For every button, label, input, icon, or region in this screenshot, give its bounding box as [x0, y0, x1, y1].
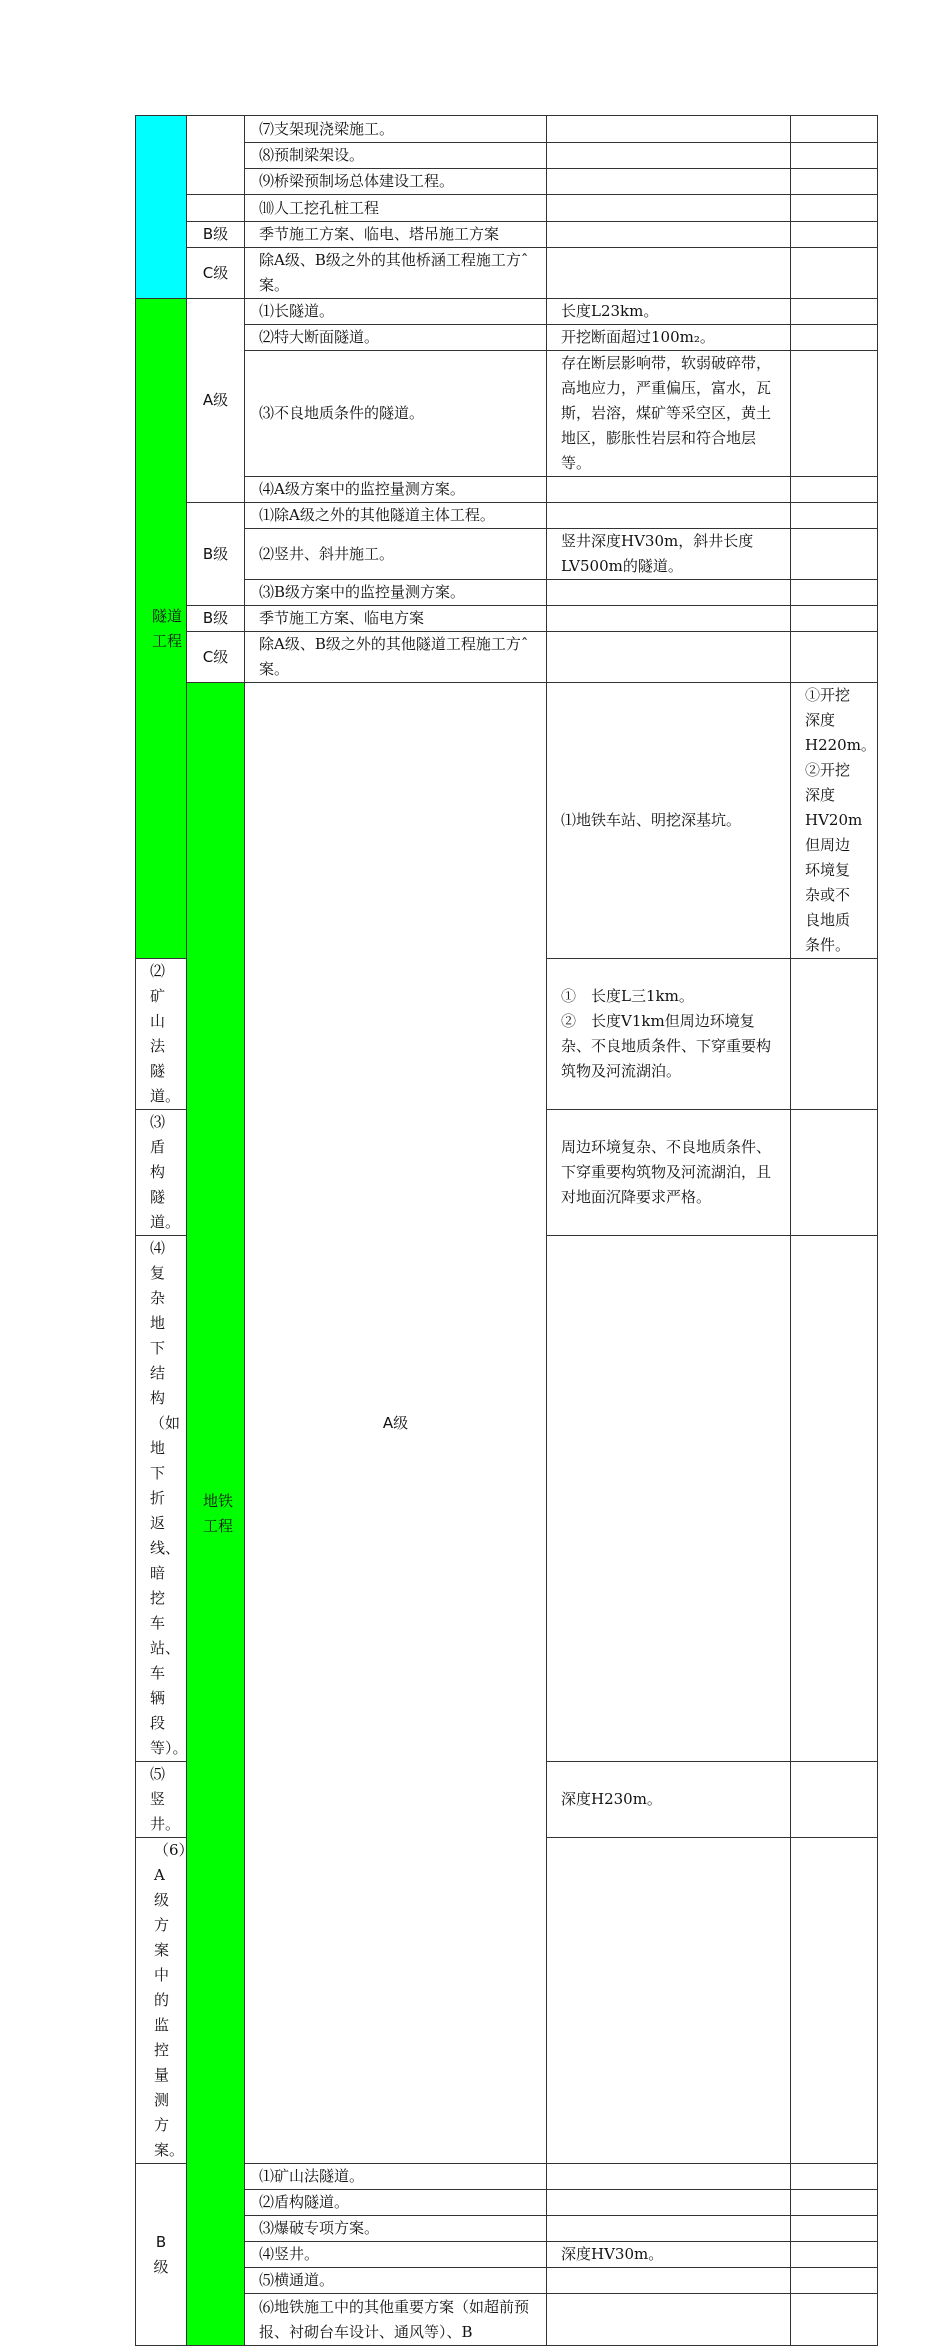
table-row: [136, 116, 878, 143]
remark-cell: [791, 195, 878, 222]
table-row: [136, 632, 878, 683]
plan-item: ⑴除A级之外的其他隧道主体工程。: [245, 503, 547, 529]
condition-cell: [547, 1110, 791, 1236]
condition-cell: [547, 2294, 791, 2346]
plan-item: 除A级、B级之外的其他隧道工程施工方ˆ案。: [245, 632, 547, 683]
plan-item: ⑵特大断面隧道。: [245, 325, 547, 351]
table-row: [136, 606, 878, 632]
level-cell: [187, 195, 245, 222]
remark-cell: [791, 580, 878, 606]
condition-line: ① 长度L三1km。: [561, 987, 694, 1005]
remark-cell: [791, 529, 878, 580]
level-cell: [187, 116, 245, 195]
plan-item: ⑺支架现浇梁施工。: [245, 116, 547, 143]
plan-item: ⑴长隧道。: [245, 299, 547, 325]
remark-cell: [791, 116, 878, 143]
plan-item: ⑸竖井。: [136, 1762, 187, 1838]
condition-cell: [547, 116, 791, 143]
table-row: [136, 299, 878, 325]
remark-cell: [791, 222, 878, 248]
condition-line: ①开挖深度H220m。: [805, 686, 876, 754]
plan-item: ⑽人工挖孔桩工程: [245, 195, 547, 222]
remark-cell: [791, 2190, 878, 2216]
condition-cell: [547, 580, 791, 606]
condition-cell: [547, 1762, 791, 1838]
metro-category-text: 地铁工程: [202, 1492, 233, 1535]
remark-cell: [791, 2216, 878, 2242]
condition-line: ② 长度V1km但周边环境复杂、不良地质条件、下穿重要构筑物及河流湖泊。: [561, 1012, 772, 1080]
plan-item: ⑵竖井、斜井施工。: [245, 529, 547, 580]
plan-item: 季节施工方案、临电方案: [245, 606, 547, 632]
plan-item: 季节施工方案、临电、塔吊施工方案: [245, 222, 547, 248]
plan-item: ⑶爆破专项方案。: [245, 2216, 547, 2242]
condition-cell: [547, 606, 791, 632]
plan-item: （6）A级方案中的监控量测方案。: [136, 1838, 187, 2164]
level-b-label: B级: [187, 222, 245, 248]
condition-cell: [547, 632, 791, 683]
table-row: [136, 2268, 878, 2294]
remark-cell: [791, 1110, 878, 1236]
condition-cell: [547, 143, 791, 169]
condition-cell: [547, 222, 791, 248]
plan-item: ⑼桥梁预制场总体建设工程。: [245, 169, 547, 195]
remark-cell: [791, 299, 878, 325]
condition-cell: [547, 2216, 791, 2242]
plan-item: ⑻预制梁架设。: [245, 143, 547, 169]
remark-cell: [791, 325, 878, 351]
table-row: [136, 529, 878, 580]
plan-item: ⑹地铁施工中的其他重要方案（如超前预报、衬砌台车设计、通风等）、B: [245, 2294, 547, 2346]
tunnel-category-text: 隧道工程: [151, 606, 182, 650]
plan-item: ⑷复杂地下结构（如地下折返线、暗挖车站、车辆段等）。: [136, 1236, 187, 1762]
remark-cell: [791, 632, 878, 683]
condition-cell: [547, 195, 791, 222]
table-row: [136, 2294, 878, 2346]
condition-line: 周边环境复杂、不良地质条件、下穿重要构筑物及河流湖泊，且对地面沉降要求严格。: [561, 1138, 772, 1206]
condition-cell: 开挖断面超过100m₂。: [547, 325, 791, 351]
table-row: [136, 2164, 878, 2190]
construction-plan-table: [135, 115, 878, 2346]
remark-cell: [791, 143, 878, 169]
condition-cell: 长度L23km。: [547, 299, 791, 325]
remark-cell: [791, 2164, 878, 2190]
level-a-label: A级: [245, 683, 547, 2164]
level-c-label: C级: [187, 632, 245, 683]
level-a-label: A级: [187, 299, 245, 503]
condition-line: ②开挖深度HV20m但周边环境复杂或不良地质条件。: [805, 761, 863, 954]
plan-item: ⑶不良地质条件的隧道。: [245, 351, 547, 477]
condition-cell: [547, 2164, 791, 2190]
level-b-label: B级: [136, 2164, 187, 2346]
plan-item: ⑴矿山法隧道。: [245, 2164, 547, 2190]
plan-item: ⑶B级方案中的监控量测方案。: [245, 580, 547, 606]
condition-cell: [547, 2268, 791, 2294]
remark-cell: [791, 606, 878, 632]
plan-item: ⑸横通道。: [245, 2268, 547, 2294]
table-row: [136, 683, 878, 959]
condition-cell: 竖井深度HV30m，斜井长度LV500m的隧道。: [547, 529, 791, 580]
table-row: [136, 580, 878, 606]
plan-item: ⑵矿山法隧道。: [136, 959, 187, 1110]
remark-cell: [791, 1762, 878, 1838]
plan-item: ⑷A级方案中的监控量测方案。: [245, 477, 547, 503]
plan-item: ⑴地铁车站、明挖深基坑。: [547, 683, 791, 959]
condition-cell: [547, 503, 791, 529]
remark-cell: [791, 2242, 878, 2268]
condition-cell: 存在断层影响带，软弱破碎带，高地应力，严重偏压，富水，瓦斯，岩溶，煤矿等采空区，黄土地区，膨胀性岩层和符合地层等。: [547, 351, 791, 477]
condition-cell: [547, 1236, 791, 1762]
table-row: [136, 143, 878, 169]
remark-cell: [791, 351, 878, 477]
level-c-label: C级: [187, 248, 245, 299]
remark-cell: [791, 2294, 878, 2346]
table-row: [136, 195, 878, 222]
bridge-category-cell: [136, 116, 187, 299]
table-row: [136, 351, 878, 477]
condition-cell: [547, 2190, 791, 2216]
condition-cell: [791, 683, 878, 959]
table-row: [136, 2242, 878, 2268]
condition-cell: 深度HV30m。: [547, 2242, 791, 2268]
remark-cell: [791, 503, 878, 529]
condition-cell: [547, 959, 791, 1110]
table-row: [136, 169, 878, 195]
condition-cell: [547, 477, 791, 503]
remark-cell: [791, 169, 878, 195]
table-row: [136, 477, 878, 503]
remark-cell: [791, 248, 878, 299]
remark-cell: [791, 959, 878, 1110]
table-row: [136, 503, 878, 529]
condition-cell: [547, 169, 791, 195]
table-row: [136, 2190, 878, 2216]
metro-category-label: [187, 683, 245, 2346]
level-b2-label: B级: [187, 606, 245, 632]
plan-item: 除A级、B级之外的其他桥涵工程施工方ˆ案。: [245, 248, 547, 299]
table-row: [136, 325, 878, 351]
remark-cell: [791, 2268, 878, 2294]
condition-cell: [547, 1838, 791, 2164]
tunnel-category-label: [136, 299, 187, 959]
level-b-label: B级: [187, 503, 245, 606]
plan-item: ⑵盾构隧道。: [245, 2190, 547, 2216]
condition-line: 深度H230m。: [561, 1790, 662, 1808]
remark-cell: [791, 1838, 878, 2164]
table-row: [136, 248, 878, 299]
plan-item: ⑶盾构隧道。: [136, 1110, 187, 1236]
condition-cell: [547, 248, 791, 299]
remark-cell: [791, 477, 878, 503]
remark-cell: [791, 1236, 878, 1762]
table-row: [136, 222, 878, 248]
table-row: [136, 2216, 878, 2242]
plan-item: ⑷竖井。: [245, 2242, 547, 2268]
